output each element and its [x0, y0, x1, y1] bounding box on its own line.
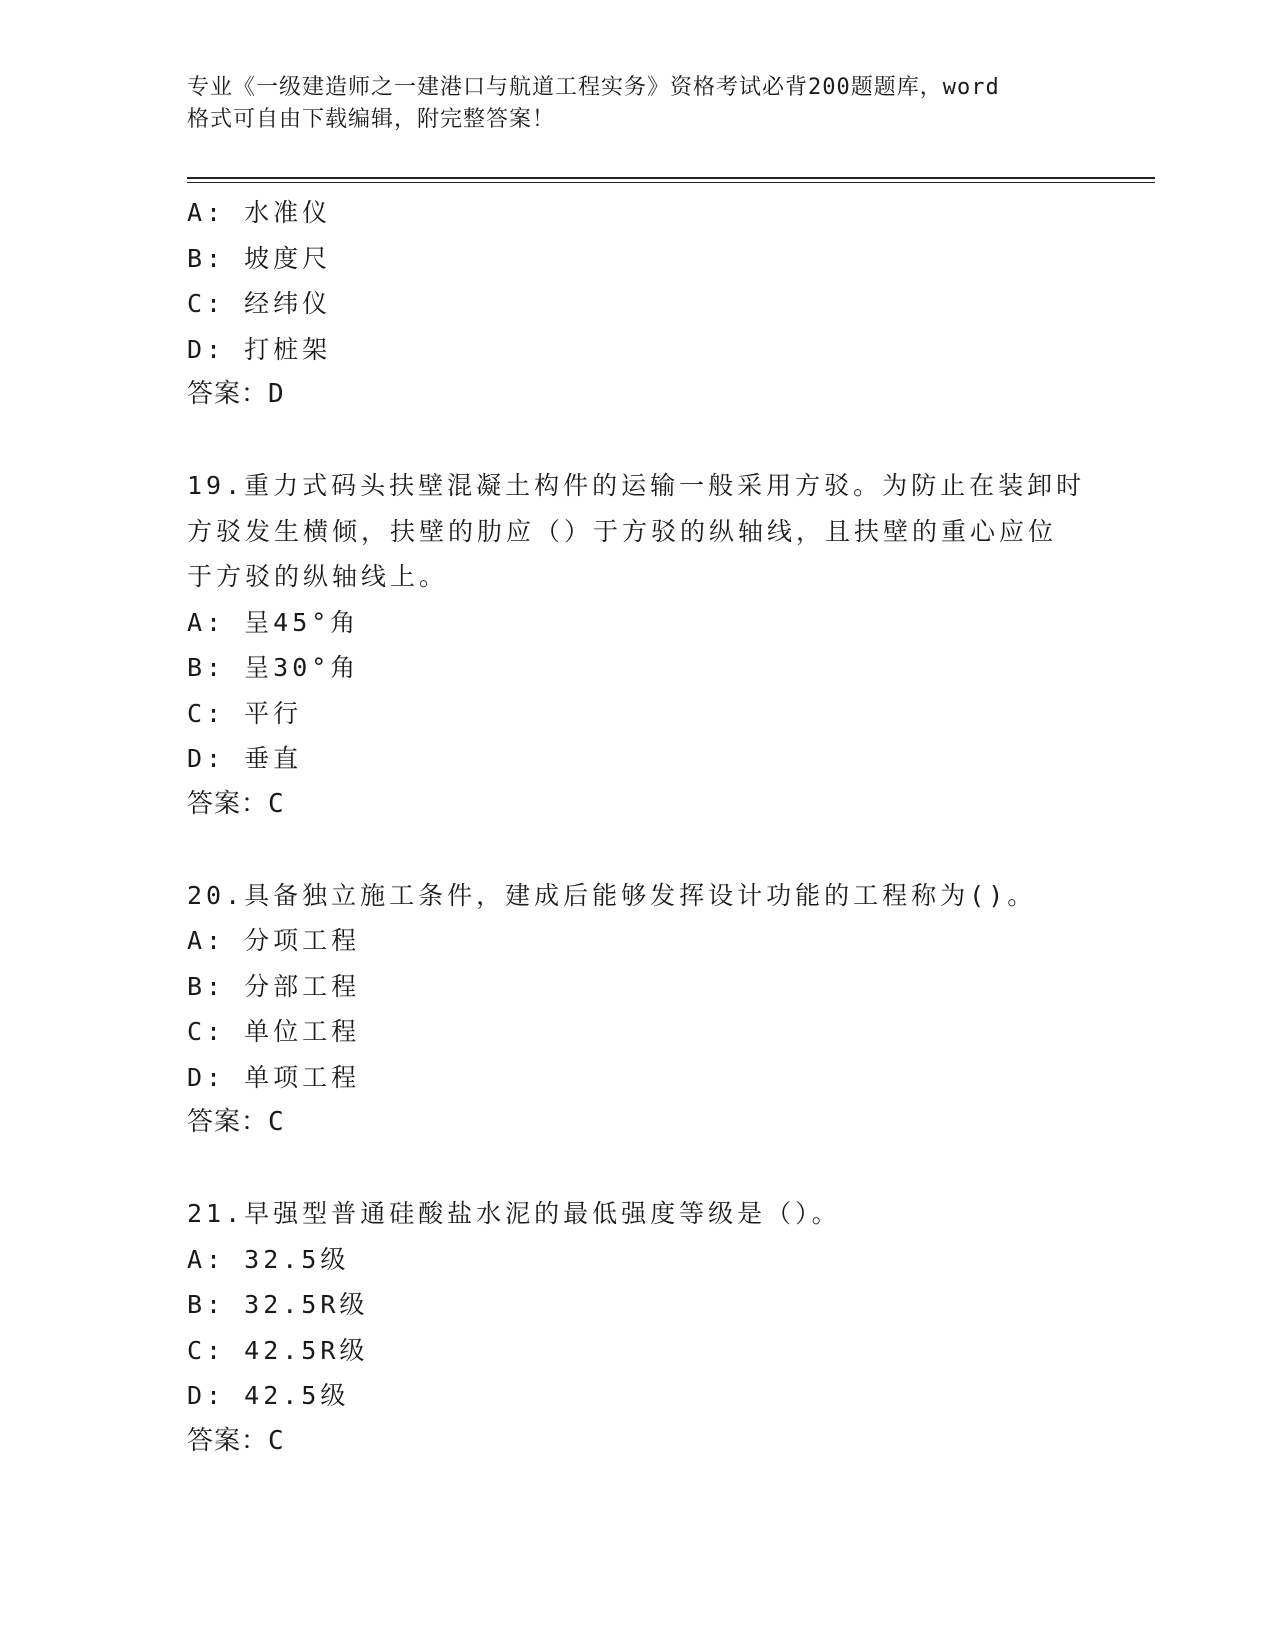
option-b: B: 坡度尺 — [187, 243, 332, 273]
header-divider-thin — [187, 182, 1155, 183]
spacer — [187, 418, 1087, 464]
option-c: C: 平行 — [187, 698, 303, 728]
document-header — [187, 72, 1067, 136]
question-18 — [187, 190, 1087, 418]
option-c: C: 42.5R级 — [187, 1335, 369, 1365]
header-line-1: 专业《一级建造师之一建港口与航道工程实务》资格考试必背200题题库，word — [187, 75, 1000, 100]
answer: 答案：C — [187, 1107, 285, 1137]
option-d: D: 42.5级 — [187, 1381, 350, 1410]
option-d: D: 单项工程 — [187, 1062, 361, 1092]
answer: 答案：C — [187, 788, 285, 819]
question-19 — [187, 463, 1087, 827]
spacer — [187, 827, 1087, 873]
question-list — [187, 190, 1087, 1464]
answer: 答案：D — [187, 379, 285, 409]
answer: 答案：C — [187, 1425, 285, 1456]
question-21 — [187, 1191, 1087, 1464]
option-c: C: 单位工程 — [187, 1017, 361, 1046]
option-a: A: 32.5级 — [187, 1244, 350, 1274]
question-text-line: 于方驳的纵轴线上。 — [187, 562, 449, 591]
header-divider-thick — [187, 177, 1155, 179]
question-20 — [187, 873, 1087, 1146]
question-text-line: 19.重力式码头扶壁混凝土构件的运输一般采用方驳。为防止在装卸时 — [187, 471, 1086, 500]
option-c: C: 经纬仪 — [187, 289, 332, 318]
option-b: B: 呈30°角 — [187, 653, 360, 682]
option-a: A: 呈45°角 — [187, 607, 360, 637]
header-line-2: 格式可自由下载编辑，附完整答案！ — [187, 107, 556, 132]
option-a: A: 分项工程 — [187, 926, 361, 955]
option-d: D: 打桩架 — [187, 334, 332, 364]
option-b: B: 32.5R级 — [187, 1290, 369, 1319]
option-a: A: 水准仪 — [187, 198, 332, 227]
option-b: B: 分部工程 — [187, 971, 361, 1001]
spacer — [187, 1146, 1087, 1192]
question-text-line: 方驳发生横倾，扶壁的肋应（）于方驳的纵轴线，且扶壁的重心应位 — [187, 516, 1058, 546]
question-text-line: 20.具备独立施工条件，建成后能够发挥设计功能的工程称为()。 — [187, 880, 1037, 910]
question-text-line: 21.早强型普通硅酸盐水泥的最低强度等级是（）。 — [187, 1199, 841, 1228]
option-d: D: 垂直 — [187, 744, 303, 773]
